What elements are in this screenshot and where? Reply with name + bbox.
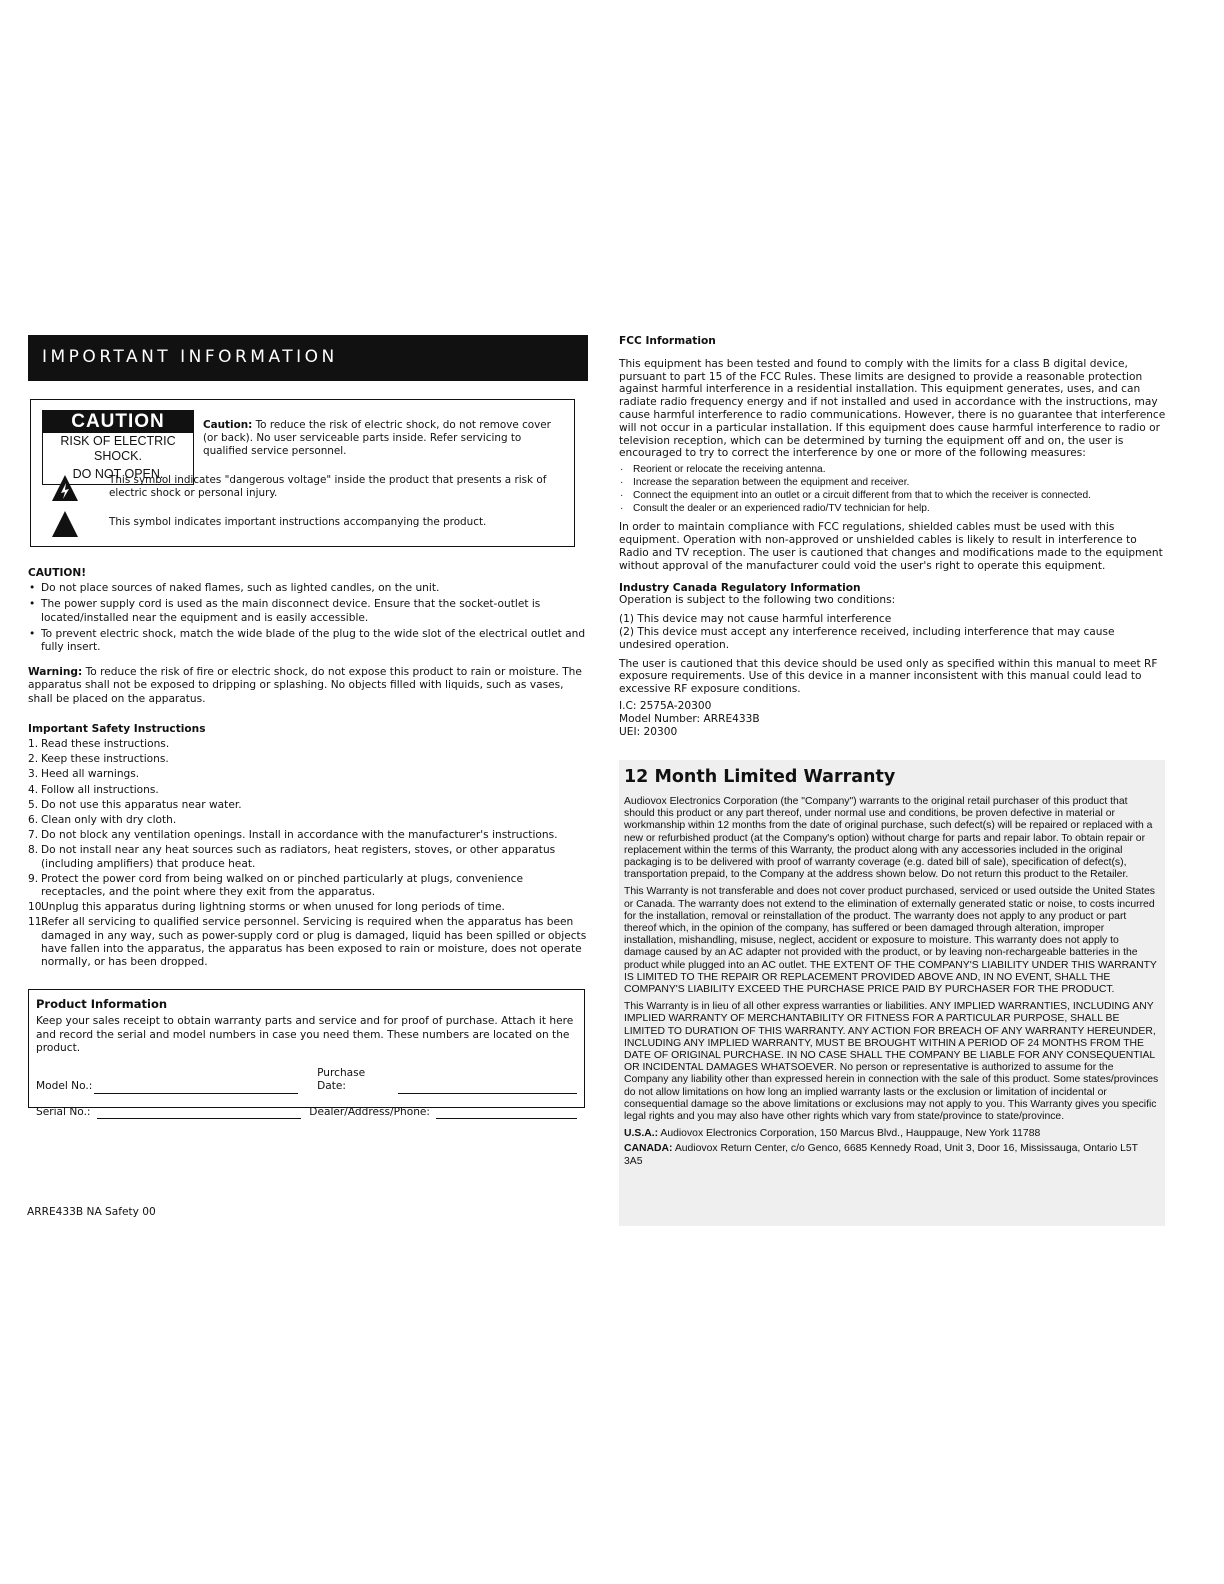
canada-lead: CANADA:	[624, 1143, 673, 1155]
product-information-box	[28, 989, 585, 1118]
safety-item	[28, 901, 590, 914]
product-text: Keep your sales receipt to obtain warranty parts and service and for proof of purchase. Attach it here and record the serial and model numbers in case you need them. These numbers are located on the product.	[36, 1015, 574, 1054]
warranty-canada-address	[624, 1143, 1159, 1167]
fcc-paragraph-1: This equipment has been tested and found to comply with the limits for a class B digital device, pursuant to part 15 of the FCC Rules. These limits are designed to provide a reasonable protection against harmful interference in a residential installation. This equipment generates, uses, and can radiate radio frequency energy and if not installed and used in accordance with the instructions, may cause harmful interference to radio communications. However, there is no guarantee that interference will not occur in a particular installation. If this equipment does cause harmful interference to radio or television reception, which can be determined by turning the equipment off and on, the user is encouraged to try to correct the interference by one or more of the following measures:	[619, 357, 1166, 460]
fcc-measure: · Reorient or relocate the receiving antenna.	[619, 464, 1167, 477]
fcc-measure: · Consult the dealer or an experienced radio/TV technician for help.	[619, 503, 1167, 516]
safety-item	[28, 873, 590, 899]
model-no-line[interactable]	[94, 1082, 298, 1094]
safety-item-num: 3.	[28, 768, 39, 781]
voltage-symbol-row	[51, 474, 569, 502]
safety-item-text: Heed all warnings.	[41, 768, 140, 781]
caution-box	[30, 399, 575, 547]
safety-item-text: Do not block any ventilation openings. Install in accordance with the manufacturer's instructions.	[41, 829, 558, 842]
caution-text	[203, 419, 563, 458]
ic-condition-1: (1) This device may not cause harmful interference	[619, 613, 892, 626]
safety-item	[28, 916, 590, 969]
dealer-line[interactable]	[436, 1107, 577, 1119]
safety-item-num: 9.	[28, 872, 39, 885]
ic-paragraph: The user is cautioned that this device should be used only as specified within this manual to meet RF exposure requirements. Use of this device in a manner inconsistent with this manual could lead to excessive RF exposure conditions.	[619, 657, 1158, 696]
ic-intro: Operation is subject to the following two conditions:	[619, 594, 896, 607]
caution-label-line2: DO NOT OPEN.	[72, 467, 164, 481]
caution-bullet: • Do not place sources of naked flames, such as lighted candles, on the unit.	[28, 582, 590, 595]
safety-item-num: 1.	[28, 738, 39, 751]
caution-label-head: CAUTION	[43, 411, 193, 433]
safety-list	[28, 738, 590, 969]
safety-item	[28, 738, 590, 751]
warning-text: To reduce the risk of fire or electric shock, do not expose this product to rain or moisture. The apparatus shall not be exposed to dripping or splashing. No objects filled with liquids, such as vases, shall be placed on the apparatus.	[28, 666, 582, 705]
caution-body: To reduce the risk of electric shock, do not remove cover (or back). No user serviceable parts inside. Refer servicing to qualified service personnel.	[203, 419, 551, 457]
safety-item-text: Follow all instructions.	[41, 783, 159, 796]
caution-heading: CAUTION!	[28, 567, 87, 579]
warranty-paragraph-3: This Warranty is in lieu of all other express warranties or liabilities. ANY IMPLIED WARRANTIES, INCLUDING ANY IMPLIED WARRANTY OF MERCHANTABILITY OR FITNESS FOR A PARTICULAR PURPOSE, SHALL BE LIMITED TO DURATION OF THIS WARRANTY. ANY ACTION FOR BREACH OF ANY WARRANTY HEREUNDER, INCLUDING ANY IMPLIED WARRANTY, MUST BE BROUGHT WITHIN A PERIOD OF 24 MONTHS FROM THE DATE OF ORIGINAL PURCHASE. IN NO CASE SHALL THE COMPANY BE LIABLE FOR ANY CONSEQUENTIAL OR INCIDENTAL DAMAGES WHATSOEVER. No person or representative is authorized to assume for the Company any liability other than expressed herein in connection with the sale of this product. Some states/provinces do not allow limitations on how long an implied warranty lasts or the exclusion or limitation of incidental or consequential damage so the above limitations or exclusions may not apply to you. This Warranty gives you specific legal rights and you may also have other rights which vary from state/province to state/province.	[624, 1001, 1159, 1123]
safety-item-num: 6.	[28, 814, 39, 827]
warranty-usa-address	[624, 1128, 1159, 1140]
warranty-section	[619, 760, 1165, 1226]
safety-item-text: Refer all servicing to qualified service personnel. Servicing is required when the apparatus has been damaged in any way, such as power-supply cord or plug is damaged, liquid has been spilled or objects have fallen into the apparatus, the apparatus has been exposed to rain or moisture, does not operate normally, or has been dropped.	[41, 916, 587, 969]
fcc-paragraph-2: In order to maintain compliance with FCC regulations, shielded cables must be used with this equipment. Operation with non-approved or unshielded cables is likely to result in interference to Radio and TV reception. The user is cautioned that changes and modifications made to the equipment without approval of the manufacturer could void the user's right to operate this equipment.	[619, 521, 1163, 572]
dealer-field[interactable]	[309, 1106, 577, 1119]
safety-item-num: 7.	[28, 829, 39, 842]
model-no-field[interactable]	[36, 1067, 317, 1093]
caution-lead: Caution:	[203, 419, 253, 431]
fcc-heading: FCC Information	[619, 335, 716, 347]
safety-item-text: Unplug this apparatus during lightning storms or when unused for long periods of time.	[41, 901, 505, 914]
fcc-measures	[619, 464, 1167, 515]
caution-bullet: • To prevent electric shock, match the wide blade of the plug to the wide slot of the electrical outlet and fully insert.	[28, 628, 590, 654]
serial-no-line[interactable]	[97, 1107, 301, 1119]
document-code: ARRE433B NA Safety 00	[27, 1206, 156, 1218]
uei-number: UEI: 20300	[619, 725, 678, 738]
safety-item	[28, 784, 590, 797]
warranty-paragraph-2: This Warranty is not transferable and does not cover product purchased, serviced or used outside the United States or Canada. The warranty does not extend to the elimination of externally generated static or noise, to costs incurred for the installation, removal or reinstallation of the product. The warranty does not apply to any product or part thereof which, in the opinion of the company, has suffered or been damaged through alteration, improper installation, mishandling, misuse, neglect, accident or exposure to moisture. This warranty does not apply to damage caused by an AC adapter not provided with the product, or by leaving non-rechargeable batteries in the product while plugged into an AC outlet. THE EXTENT OF THE COMPANY'S LIABILITY UNDER THIS WARRANTY IS LIMITED TO THE REPAIR OR REPLACEMENT PROVIDED ABOVE AND, IN NO EVENT, SHALL THE COMPANY'S LIABILITY EXCEED THE PURCHASE PRICE PAID BY PURCHASER FOR THE PRODUCT.	[624, 886, 1157, 996]
voltage-symbol-text: This symbol indicates "dangerous voltage" inside the product that presents a risk of electric shock or personal injury.	[109, 474, 547, 499]
safety-item	[28, 753, 590, 766]
exclamation-triangle-icon	[51, 510, 79, 538]
safety-item-text: Do not install near any heat sources such as radiators, heat registers, stoves, or other apparatus (including amplifiers) that produce heat.	[41, 844, 556, 870]
usa-text: Audiovox Electronics Corporation, 150 Marcus Blvd., Hauppauge, New York 11788	[660, 1128, 1041, 1140]
safety-item-num: 4.	[28, 783, 39, 796]
model-no-label: Model No.:	[36, 1080, 93, 1093]
safety-item-text: Do not use this apparatus near water.	[41, 798, 242, 811]
serial-no-label: Serial No.:	[36, 1105, 91, 1118]
right-column	[619, 335, 1167, 738]
important-information-banner: IMPORTANT INFORMATION	[28, 335, 588, 381]
safety-item	[28, 844, 590, 870]
warning-paragraph	[28, 666, 590, 706]
safety-item-text: Clean only with dry cloth.	[41, 814, 177, 827]
purchase-date-line[interactable]	[398, 1082, 577, 1094]
purchase-date-field[interactable]	[317, 1067, 577, 1093]
caution-bullet: • The power supply cord is used as the main disconnect device. Ensure that the socket-outlet is located/installed near the equipment and is easily accessible.	[28, 598, 590, 624]
safety-item-num: 8.	[28, 844, 39, 857]
serial-no-field[interactable]	[36, 1106, 309, 1119]
ic-condition-2: (2) This device must accept any interference received, including interference that may cause undesired operation.	[619, 625, 1115, 651]
model-number: Model Number: ARRE433B	[619, 712, 760, 725]
caution-section	[28, 567, 590, 654]
safety-item	[28, 814, 590, 827]
safety-item	[28, 799, 590, 812]
purchase-date-label: Purchase Date:	[317, 1067, 366, 1093]
canada-text: Audiovox Return Center, c/o Genco, 6685 Kennedy Road, Unit 3, Door 16, Mississauga, Ontario L5T 3A5	[624, 1143, 1138, 1167]
safety-item-num: 10.	[28, 901, 45, 914]
safety-item-text: Read these instructions.	[41, 738, 170, 751]
warning-lead: Warning:	[28, 666, 83, 679]
usa-lead: U.S.A.:	[624, 1128, 659, 1140]
safety-item-num: 11.	[28, 916, 45, 929]
ic-number: I.C: 2575A-20300	[619, 699, 712, 712]
safety-item-num: 5.	[28, 798, 39, 811]
safety-heading: Important Safety Instructions	[28, 722, 206, 735]
ic-heading: Industry Canada Regulatory Information	[619, 581, 861, 594]
product-row-2	[36, 1106, 577, 1119]
safety-item-text: Protect the power cord from being walked on or pinched particularly at plugs, convenience receptacles, and the point where they exit from the apparatus.	[41, 872, 524, 899]
fcc-measure: · Increase the separation between the equipment and receiver.	[619, 477, 1167, 490]
safety-item-text: Keep these instructions.	[41, 753, 169, 766]
safety-item	[28, 768, 590, 781]
caution-bullets	[28, 582, 590, 654]
caution-label-line1: RISK OF ELECTRIC SHOCK.	[60, 434, 176, 463]
safety-instructions	[28, 723, 590, 969]
warranty-title: 12 Month Limited Warranty	[624, 767, 896, 787]
dealer-label: Dealer/Address/Phone:	[309, 1105, 430, 1118]
warranty-paragraph-1: Audiovox Electronics Corporation (the "Company") warrants to the original retail purchaser of this product that should this product or any part thereof, under normal use and conditions, be proven defective in material or workmanship within 12 months from the date of original purchase, such defect(s) will be repaired or replaced with a new or refurbished product (at the Company's option) without charge for parts and repair labor. To obtain repair or replacement within the terms of this Warranty, the product along with any accessories included in the original packaging is to be delivered with proof of warranty coverage (e.g. dated bill of sale), specification of defect(s), transportation prepaid, to the Company at the address shown below. Do not return this product to the Retailer.	[624, 796, 1153, 881]
safety-item-num: 2.	[28, 753, 39, 766]
instructions-symbol-row	[51, 510, 569, 538]
product-row-1	[36, 1067, 577, 1093]
lightning-triangle-icon	[51, 474, 79, 502]
product-heading: Product Information	[36, 997, 168, 1012]
instructions-symbol-text: This symbol indicates important instructions accompanying the product.	[109, 516, 487, 528]
safety-item	[28, 829, 590, 842]
left-column	[28, 335, 590, 1118]
fcc-measure: · Connect the equipment into an outlet or a circuit different from that to which the receiver is connected.	[619, 490, 1167, 503]
